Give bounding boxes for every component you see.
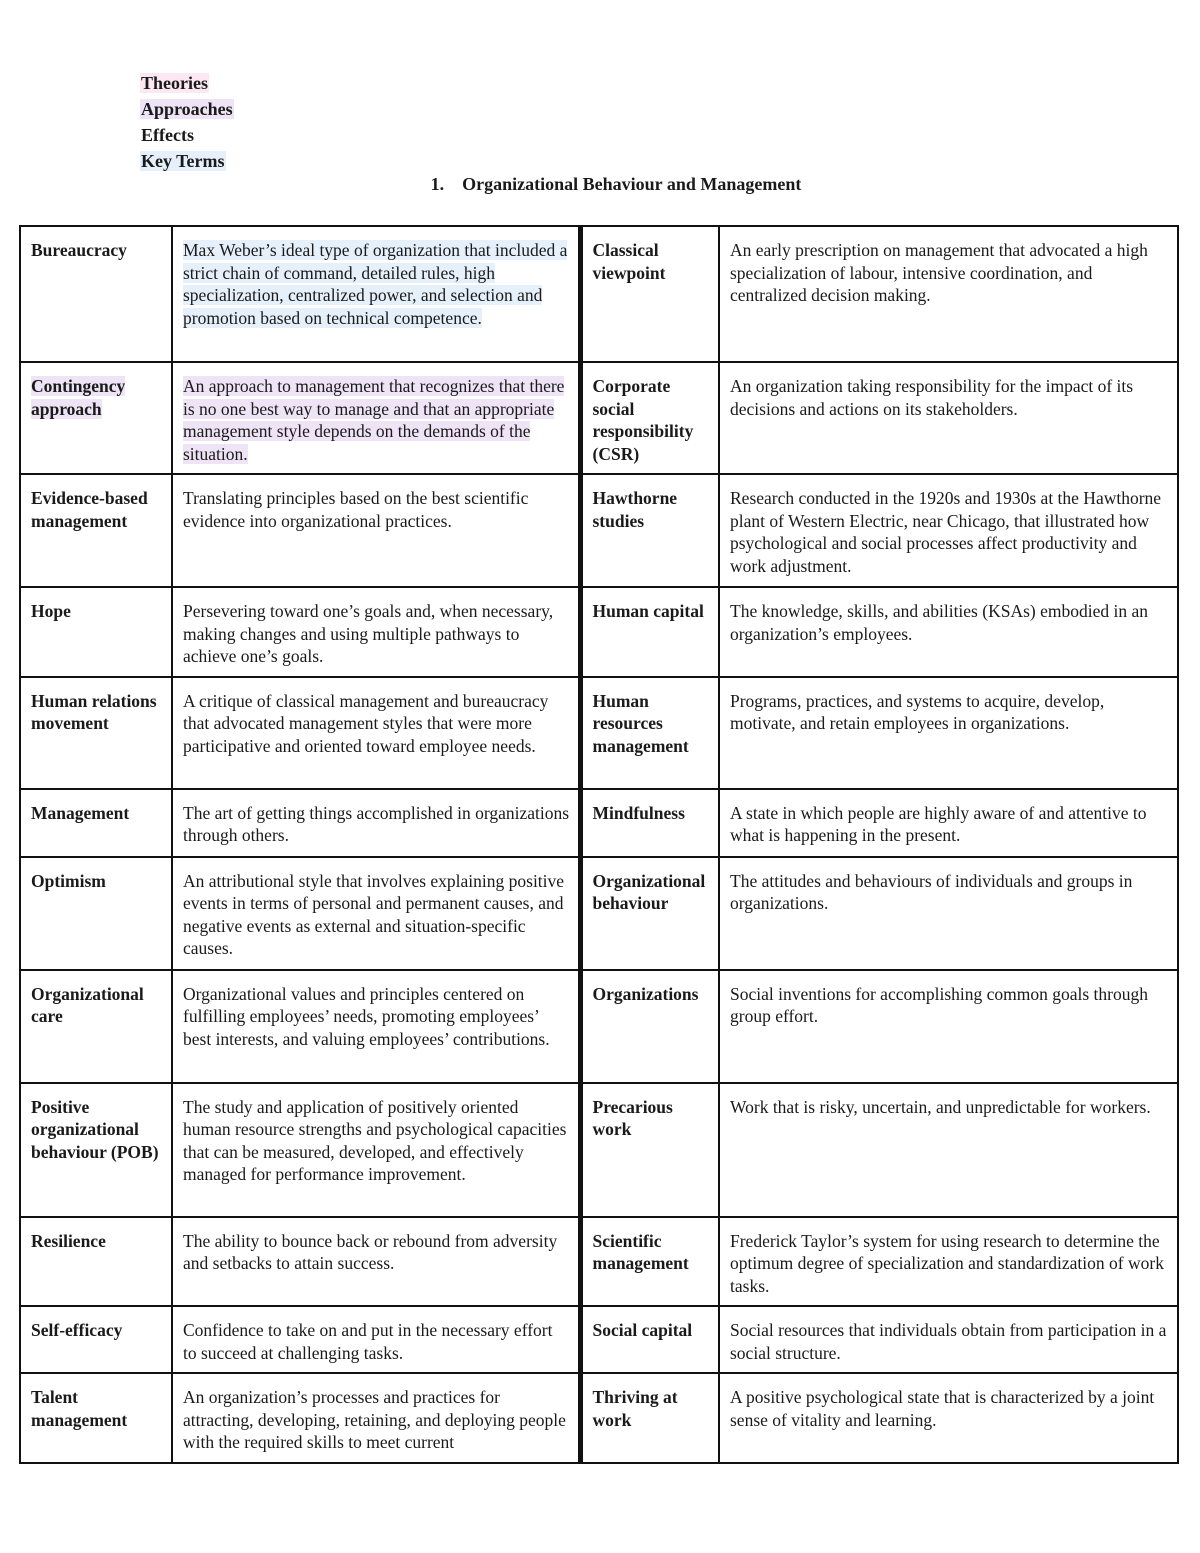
- glossary-definition-right: Social resources that individuals obtain from participation in a social structure.: [730, 1320, 1167, 1363]
- table-row: [20, 1083, 1178, 1217]
- glossary-definition-right-cell: [719, 362, 1178, 474]
- glossary-term-right-cell: [580, 857, 719, 970]
- table-row: [20, 789, 1178, 857]
- table-row: [20, 970, 1178, 1083]
- glossary-term-left-cell: [20, 970, 172, 1083]
- glossary-term-left-cell: [20, 677, 172, 789]
- glossary-term-right-cell: [580, 474, 719, 587]
- glossary-term-left: Bureaucracy: [31, 240, 127, 260]
- glossary-definition-right-cell: [719, 970, 1178, 1083]
- table-row: [20, 226, 1178, 362]
- glossary-definition-right: Work that is risky, uncertain, and unpredictable for workers.: [730, 1096, 1151, 1117]
- glossary-term-right-cell: [580, 226, 719, 362]
- glossary-definition-left-cell: [172, 1083, 580, 1217]
- glossary-term-left-cell: [20, 1083, 172, 1217]
- glossary-term-right-cell: [580, 587, 719, 677]
- highlight-legend: [140, 70, 234, 174]
- table-row: [20, 362, 1178, 474]
- glossary-term-right: Social capital: [592, 1320, 693, 1340]
- glossary-definition-left: Translating principles based on the best scientific evidence into organizational practices.: [183, 488, 529, 531]
- glossary-term-left-cell: [20, 1373, 172, 1463]
- legend-item-theories: [140, 70, 234, 96]
- glossary-definition-right-cell: [719, 587, 1178, 677]
- glossary-definition-left-cell: [172, 1306, 580, 1373]
- glossary-definition-left: A critique of classical management and bureaucracy that advocated management styles that were more participative and oriented toward employee needs.: [183, 690, 549, 756]
- glossary-definition-left: Max Weber’s ideal type of organization that included a strict chain of command, detailed rules, high specialization, centralized power, and selection and promotion based on technical competence.: [183, 240, 568, 328]
- glossary-definition-left: An approach to management that recognizes that there is no one best way to manage and that an appropriate management style depends on the demands of the situation.: [183, 376, 565, 464]
- glossary-term-right: Human capital: [592, 601, 704, 621]
- glossary-term-left-cell: [20, 789, 172, 857]
- glossary-definition-left: Organizational values and principles centered on fulfilling employees’ needs, promoting employees’ best interests, and valuing employees’ contributions.: [183, 983, 550, 1049]
- section-number: 1.: [430, 174, 445, 194]
- glossary-definition-right: Frederick Taylor’s system for using research to determine the optimum degree of specialization and standardization of work tasks.: [730, 1230, 1164, 1296]
- glossary-definition-left: Confidence to take on and put in the necessary effort to succeed at challenging tasks.: [183, 1320, 553, 1363]
- glossary-term-left: Optimism: [31, 870, 106, 891]
- glossary-definition-left-cell: [172, 226, 580, 362]
- glossary-term-left-cell: [20, 474, 172, 587]
- glossary-definition-left: An attributional style that involves explaining positive events in terms of personal and permanent causes, and negative events as external and situation-specific causes.: [183, 870, 565, 958]
- glossary-definition-right-cell: [719, 1306, 1178, 1373]
- glossary-definition-left-cell: [172, 1217, 580, 1307]
- glossary-definition-left: The art of getting things accomplished in organizations through others.: [183, 802, 570, 845]
- glossary-definition-right: Programs, practices, and systems to acquire, develop, motivate, and retain employees in organizations.: [730, 690, 1105, 733]
- legend-item-key-terms: [140, 148, 234, 174]
- glossary-table-body: [20, 226, 1178, 1463]
- glossary-term-left: Positive organizational behaviour (POB): [31, 1096, 159, 1162]
- table-row: [20, 1373, 1178, 1463]
- legend-item-effects: [140, 122, 234, 148]
- glossary-term-left: Human relations movement: [31, 690, 157, 733]
- glossary-term-left-cell: [20, 1306, 172, 1373]
- glossary-term-right: Thriving at work: [592, 1387, 678, 1430]
- glossary-term-right-cell: [580, 1306, 719, 1373]
- glossary-definition-left: An organization’s processes and practices for attracting, developing, retaining, and deploying people with the required skills to meet current: [183, 1387, 566, 1452]
- glossary-term-left-cell: [20, 857, 172, 970]
- glossary-definition-left-cell: [172, 474, 580, 587]
- glossary-definition-right: Social inventions for accomplishing common goals through group effort.: [730, 983, 1148, 1026]
- table-row: [20, 587, 1178, 677]
- glossary-term-left-cell: [20, 1217, 172, 1307]
- glossary-term-left-cell: [20, 226, 172, 362]
- glossary-term-right-cell: [580, 970, 719, 1083]
- glossary-term-right: Precarious work: [592, 1096, 673, 1139]
- glossary-term-left: Evidence-based management: [31, 488, 148, 531]
- glossary-term-right-cell: [580, 789, 719, 857]
- legend-item-approaches: [140, 96, 234, 122]
- glossary-term-right-cell: [580, 1217, 719, 1307]
- legend-label-key-terms: Key Terms: [141, 151, 225, 171]
- glossary-term-left: Hope: [31, 601, 71, 621]
- glossary-table: [19, 225, 1179, 1464]
- glossary-term-right-cell: [580, 1373, 719, 1463]
- glossary-term-left-cell: [20, 587, 172, 677]
- glossary-term-left: Contingency approach: [31, 376, 126, 419]
- table-row: [20, 1306, 1178, 1373]
- glossary-definition-left-cell: [172, 857, 580, 970]
- section-heading: [0, 174, 1200, 195]
- glossary-term-left: Talent management: [31, 1387, 128, 1430]
- glossary-definition-right: A positive psychological state that is characterized by a joint sense of vitality and learning.: [730, 1387, 1155, 1430]
- glossary-definition-right-cell: [719, 1373, 1178, 1463]
- glossary-term-right: Corporate social responsibility (CSR): [592, 376, 694, 464]
- glossary-definition-left-cell: [172, 677, 580, 789]
- glossary-definition-right: A state in which people are highly aware of and attentive to what is happening in the present.: [730, 802, 1147, 845]
- section-title: Organizational Behaviour and Management: [462, 174, 802, 194]
- table-row: [20, 857, 1178, 970]
- glossary-definition-left-cell: [172, 1373, 580, 1463]
- glossary-term-right: Scientific management: [592, 1230, 689, 1273]
- glossary-definition-right: An organization taking responsibility for the impact of its decisions and actions on its stakeholders.: [730, 376, 1134, 419]
- glossary-definition-left-cell: [172, 587, 580, 677]
- glossary-definition-right-cell: [719, 789, 1178, 857]
- table-row: [20, 677, 1178, 789]
- glossary-definition-right: The knowledge, skills, and abilities (KSAs) embodied in an organization’s employees.: [730, 601, 1148, 644]
- legend-label-approaches: Approaches: [141, 99, 233, 119]
- glossary-term-right: Hawthorne studies: [592, 488, 678, 531]
- legend-label-theories: Theories: [141, 73, 208, 93]
- glossary-definition-right-cell: [719, 857, 1178, 970]
- glossary-term-right-cell: [580, 1083, 719, 1217]
- table-row: [20, 1217, 1178, 1307]
- glossary-term-right: Classical viewpoint: [592, 240, 666, 283]
- table-row: [20, 474, 1178, 587]
- glossary-definition-right-cell: [719, 474, 1178, 587]
- glossary-definition-right: The attitudes and behaviours of individuals and groups in organizations.: [730, 870, 1133, 913]
- glossary-term-left: Self-efficacy: [31, 1320, 123, 1340]
- glossary-definition-right-cell: [719, 677, 1178, 789]
- glossary-term-right: Human resources management: [592, 690, 689, 756]
- glossary-term-left: Management: [31, 802, 130, 823]
- glossary-definition-left: The ability to bounce back or rebound from adversity and setbacks to attain success.: [183, 1230, 558, 1273]
- glossary-definition-left-cell: [172, 970, 580, 1083]
- glossary-definition-left: Persevering toward one’s goals and, when necessary, making changes and using multiple pathways to achieve one’s goals.: [183, 601, 554, 666]
- glossary-term-right-cell: [580, 677, 719, 789]
- glossary-definition-left-cell: [172, 362, 580, 474]
- glossary-term-left: Resilience: [31, 1230, 106, 1251]
- glossary-definition-right: Research conducted in the 1920s and 1930s at the Hawthorne plant of Western Electric, near Chicago, that illustrated how psychological and social processes affect productivity and work adjustment.: [730, 488, 1162, 576]
- glossary-term-right: Organizational behaviour: [592, 870, 706, 913]
- glossary-term-right: Organizations: [592, 983, 699, 1004]
- glossary-definition-right-cell: [719, 226, 1178, 362]
- glossary-term-left: Organizational care: [31, 983, 144, 1026]
- glossary-term-left-cell: [20, 362, 172, 474]
- glossary-definition-right-cell: [719, 1217, 1178, 1307]
- glossary-definition-right: An early prescription on management that advocated a high specialization of labour, intensive coordination, and centralized decision making.: [730, 240, 1148, 305]
- glossary-definition-left-cell: [172, 789, 580, 857]
- glossary-definition-left: The study and application of positively oriented human resource strengths and psychological capacities that can be measured, developed, and effectively managed for performance improvement.: [183, 1096, 567, 1184]
- legend-label-effects: Effects: [141, 125, 194, 145]
- glossary-definition-right-cell: [719, 1083, 1178, 1217]
- glossary-term-right-cell: [580, 362, 719, 474]
- glossary-term-right: Mindfulness: [592, 802, 685, 823]
